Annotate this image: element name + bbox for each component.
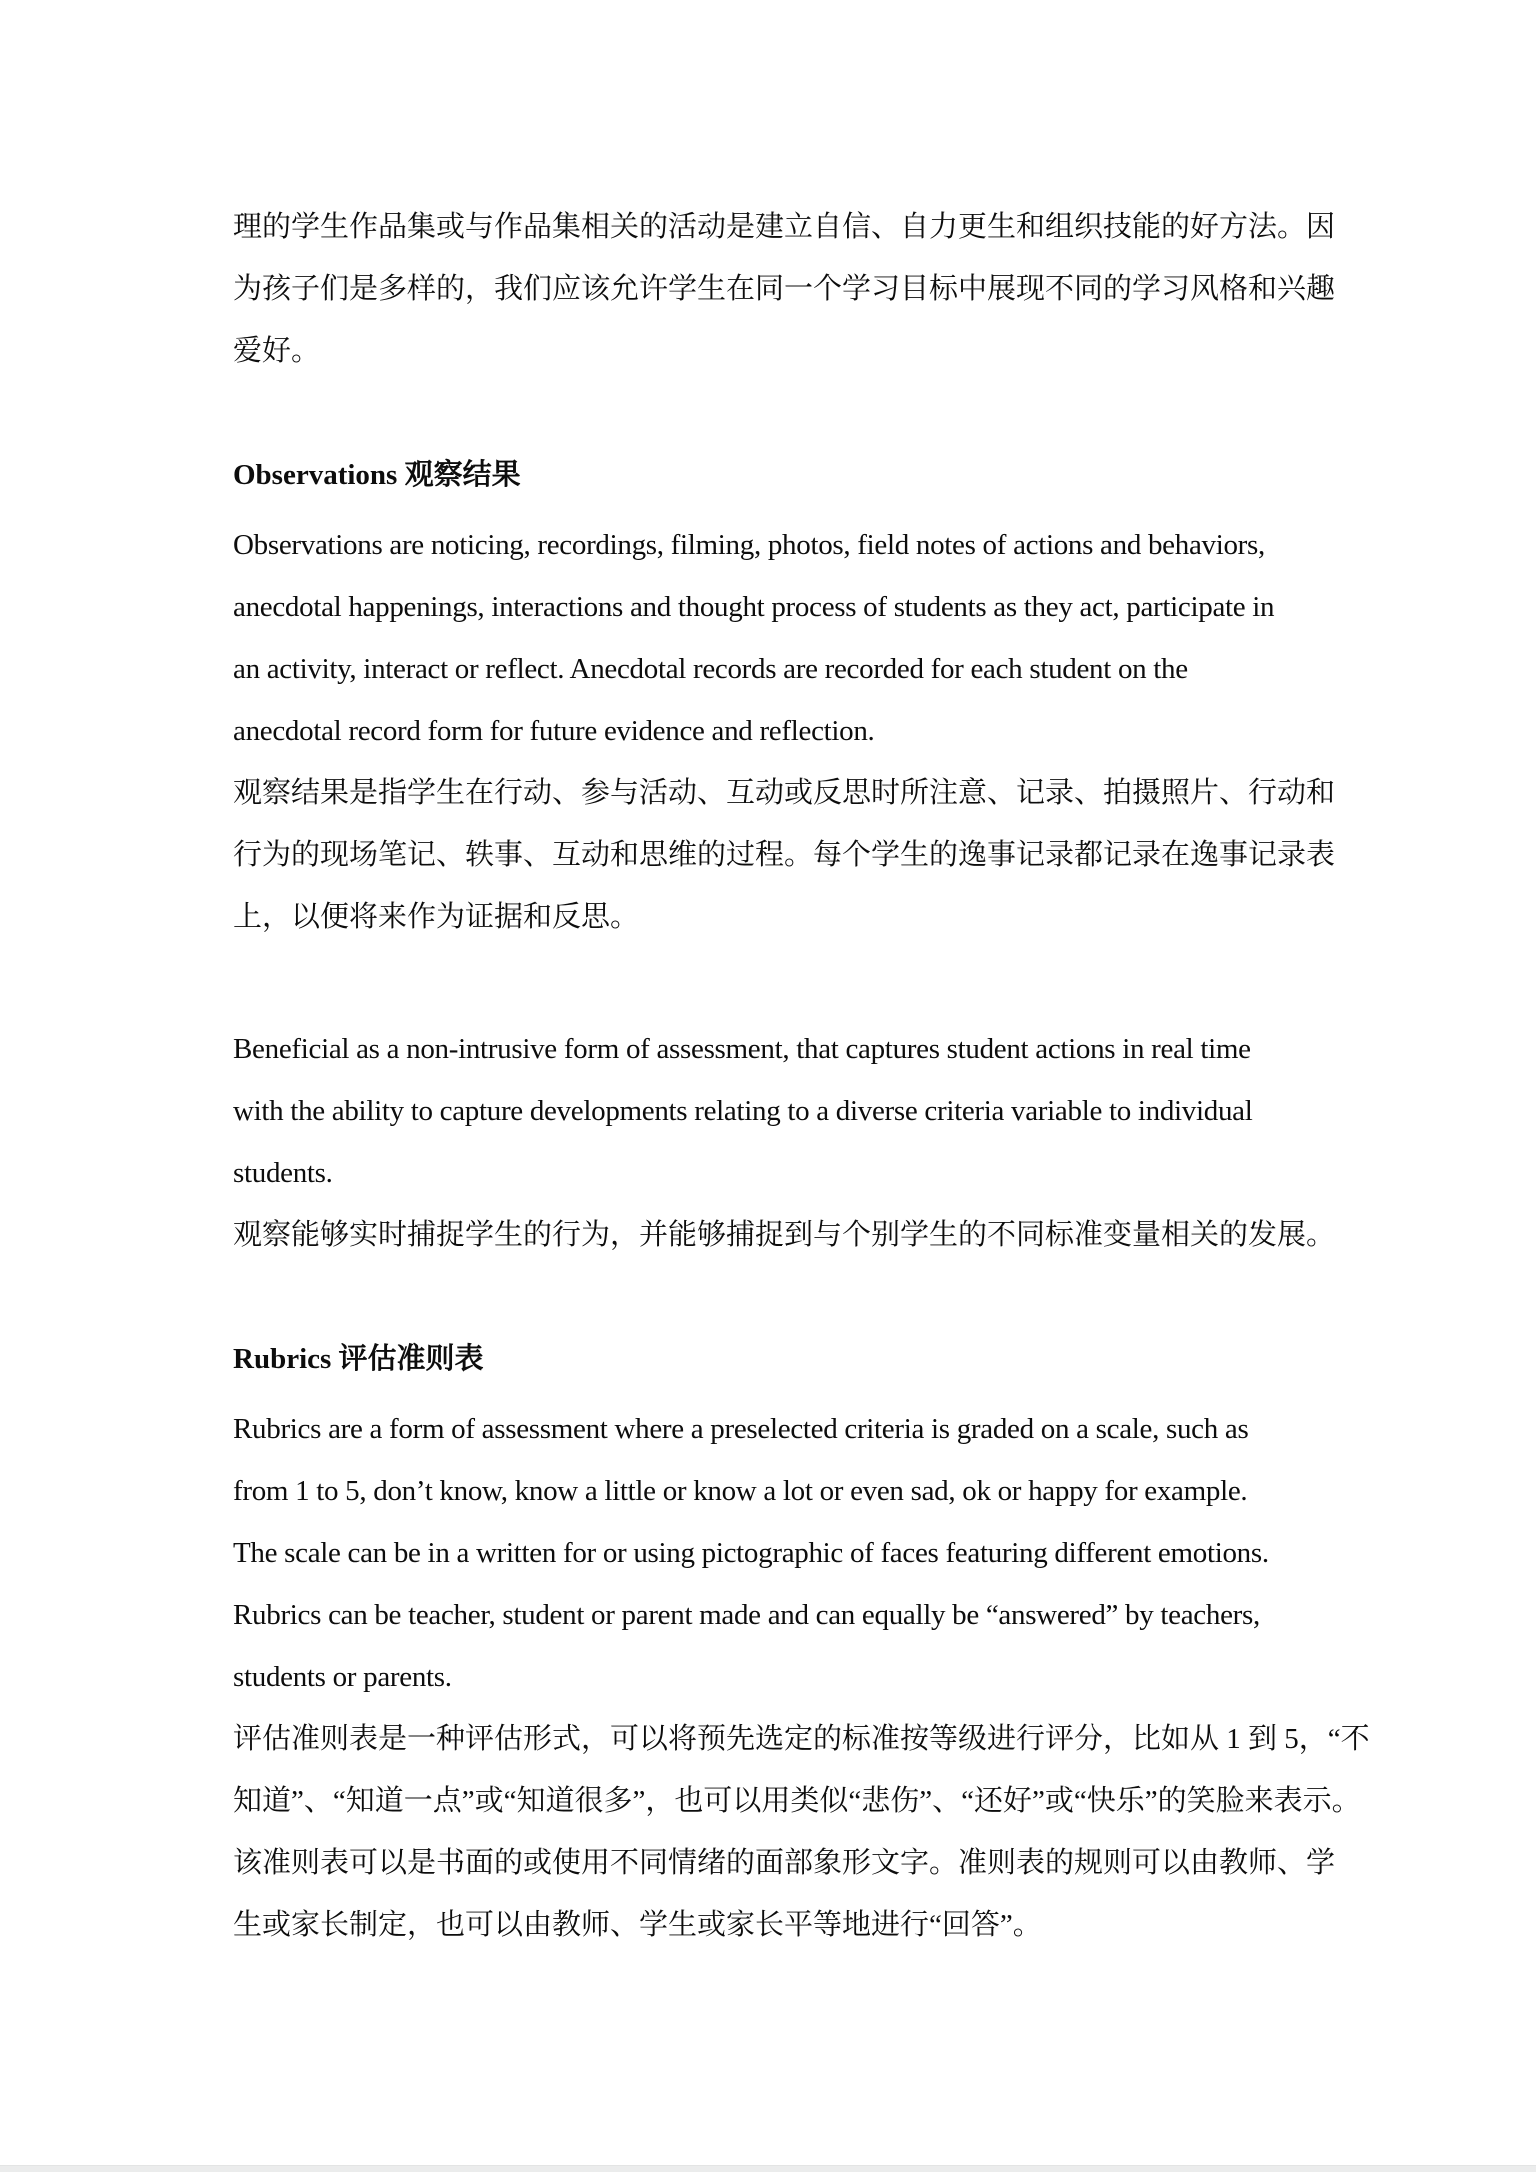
- paragraph-line: 该准则表可以是书面的或使用不同情绪的面部象形文字。准则表的规则可以由教师、学: [233, 1847, 1336, 1879]
- paragraph-rubrics-chinese: [233, 1708, 1403, 1956]
- paragraph-line: Rubrics can be teacher, student or parent made and can equally be “answered” by teachers,: [233, 1599, 1260, 1631]
- paragraph-observations-english: [233, 514, 1403, 762]
- paragraph-line: 评估准则表是一种评估形式，可以将预先选定的标准按等级进行评分，比如从 1 到 5，“不: [233, 1723, 1370, 1755]
- section-heading-rubrics: Rubrics 评估准则表: [233, 1343, 484, 1375]
- paragraph-line: 行为的现场笔记、轶事、互动和思维的过程。每个学生的逸事记录都记录在逸事记录表: [233, 839, 1336, 871]
- paragraph-line: 理的学生作品集或与作品集相关的活动是建立自信、自力更生和组织技能的好方法。因: [233, 211, 1336, 243]
- paragraph-line: The scale can be in a written for or using pictographic of faces featuring different emotions.: [233, 1537, 1269, 1569]
- paragraph-line: 观察能够实时捕捉学生的行为，并能够捕捉到与个别学生的不同标准变量相关的发展。: [233, 1219, 1336, 1251]
- paragraph-line: anecdotal happenings, interactions and thought process of students as they act, participate in: [233, 591, 1275, 623]
- paragraph-line: students.: [233, 1157, 333, 1189]
- paragraph-line: students or parents.: [233, 1661, 452, 1693]
- paragraph-rubrics-english: [233, 1398, 1403, 1708]
- paragraph-line: an activity, interact or reflect. Anecdotal records are recorded for each student on the: [233, 653, 1188, 685]
- paragraph-line: Observations are noticing, recordings, filming, photos, field notes of actions and behaviors,: [233, 529, 1265, 561]
- paragraph-line: Beneficial as a non-intrusive form of assessment, that captures student actions in real time: [233, 1033, 1251, 1065]
- section-heading-observations: Observations 观察结果: [233, 459, 521, 491]
- paragraph-line: 为孩子们是多样的，我们应该允许学生在同一个学习目标中展现不同的学习风格和兴趣: [233, 273, 1336, 305]
- paragraph-line: from 1 to 5, don’t know, know a little or know a lot or even sad, ok or happy for example.: [233, 1475, 1248, 1507]
- paragraph-line: with the ability to capture developments relating to a diverse criteria variable to individual: [233, 1095, 1253, 1127]
- paragraph-beneficial-chinese: [233, 1204, 1403, 1266]
- paragraph-line: 生或家长制定，也可以由教师、学生或家长平等地进行“回答”。: [233, 1909, 1042, 1941]
- paragraph-beneficial-english: [233, 1018, 1403, 1204]
- paragraph-line: 爱好。: [233, 335, 321, 367]
- paragraph-line: 知道”、“知道一点”或“知道很多”，也可以用类似“悲伤”、“还好”或“快乐”的笑脸来表示。: [233, 1785, 1361, 1817]
- paragraph-line: anecdotal record form for future evidence and reflection.: [233, 715, 875, 747]
- document-body: [233, 196, 1403, 1956]
- paragraph-line: Rubrics are a form of assessment where a preselected criteria is graded on a scale, such as: [233, 1413, 1249, 1445]
- page-bottom-separator: [0, 2165, 1536, 2172]
- paragraph-line: 观察结果是指学生在行动、参与活动、互动或反思时所注意、记录、拍摄照片、行动和: [233, 777, 1336, 809]
- paragraph-observations-chinese: [233, 762, 1403, 948]
- paragraph-portfolio-continuation: [233, 196, 1403, 382]
- paragraph-line: 上，以便将来作为证据和反思。: [233, 901, 640, 933]
